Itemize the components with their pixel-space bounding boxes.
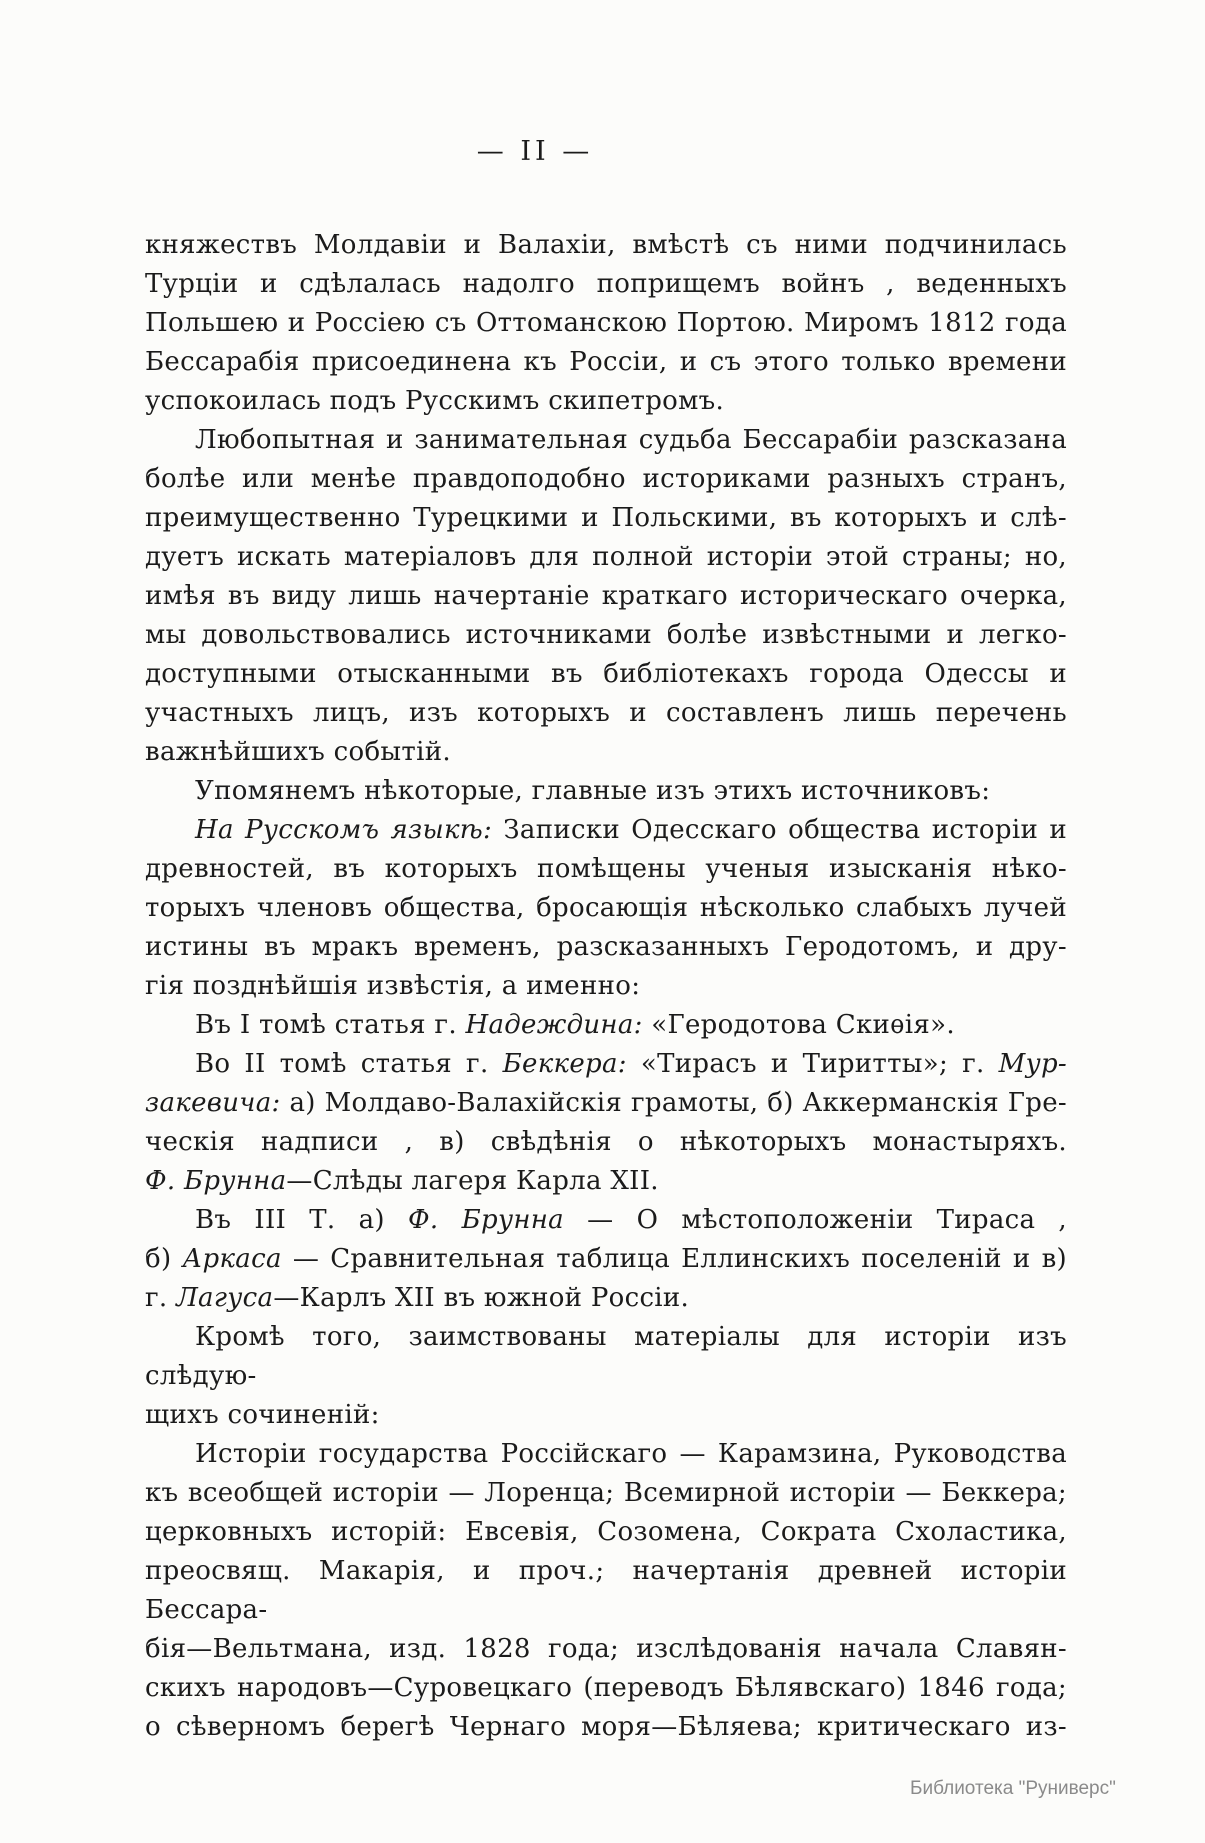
text-line xyxy=(145,460,1067,499)
text-segment: —Слѣды лагеря Карла XII. xyxy=(286,1166,659,1196)
text-segment: «Тирасъ и Тиритты»; г. xyxy=(626,1049,999,1079)
text-line xyxy=(145,1630,1067,1669)
text-line xyxy=(145,1552,1067,1630)
text-line xyxy=(145,694,1067,733)
text-segment: скихъ народовъ—Суровецкаго (переводъ Бѣлявскаго) 1846 года; xyxy=(145,1673,1067,1703)
text-segment: церковныхъ исторій: Евсевія, Созомена, Сократа Схоластика, xyxy=(145,1517,1067,1547)
text-segment: древностей, въ которыхъ помѣщены ученыя изысканія нѣко- xyxy=(145,854,1067,884)
text-segment: истины въ мракъ временъ, разсказанныхъ Геродотомъ, и дру- xyxy=(145,932,1067,962)
text-segment: — О мѣстоположеніи Тираса , xyxy=(563,1205,1067,1235)
text-line xyxy=(145,265,1067,304)
text-line xyxy=(145,1318,1067,1396)
text-line xyxy=(145,733,1067,772)
text-line xyxy=(145,850,1067,889)
paragraph xyxy=(145,1201,1067,1318)
text-line xyxy=(145,1045,1067,1084)
text-line xyxy=(145,1396,1067,1435)
text-segment: гія позднѣйшія извѣстія, а именно: xyxy=(145,971,641,1001)
italic-text-segment: Аркаса xyxy=(182,1244,282,1274)
paragraph xyxy=(145,772,1067,811)
text-segment: Записки Одесскаго общества исторіи и xyxy=(492,815,1067,845)
text-segment: Турціи и сдѣлалась надолго поприщемъ войнъ , веденныхъ xyxy=(145,269,1067,299)
paragraph xyxy=(145,1045,1067,1201)
text-segment: Любопытная и занимательная судьба Бессарабіи разсказана xyxy=(195,425,1067,455)
text-segment: успокоилась подъ Русскимъ скипетромъ. xyxy=(145,386,725,416)
paragraph xyxy=(145,811,1067,1006)
paragraph xyxy=(145,1006,1067,1045)
text-segment: Кромѣ того, заимствованы матеріалы для исторіи изъ слѣдую- xyxy=(145,1322,1067,1391)
text-line xyxy=(145,928,1067,967)
text-line xyxy=(145,655,1067,694)
text-segment: мы довольствовались источниками болѣе извѣстными и легко- xyxy=(145,620,1067,650)
text-line xyxy=(145,1474,1067,1513)
text-segment: Въ I томѣ статья г. xyxy=(195,1010,466,1040)
text-line xyxy=(145,226,1067,265)
text-segment: доступными отысканными въ библіотекахъ города Одессы и xyxy=(145,659,1067,689)
text-line xyxy=(145,1708,1067,1747)
italic-text-segment: Мур- xyxy=(998,1049,1068,1079)
text-line xyxy=(145,1279,1067,1318)
italic-text-segment: Ф. Брунна xyxy=(145,1166,287,1196)
text-segment: Упомянемъ нѣкоторые, главные изъ этихъ источниковъ: xyxy=(195,776,991,806)
text-line xyxy=(145,1201,1067,1240)
text-segment: бія—Вельтмана, изд. 1828 года; изслѣдованія начала Славян- xyxy=(145,1634,1067,1664)
text-line xyxy=(145,1123,1067,1162)
text-line xyxy=(145,1084,1067,1123)
text-line xyxy=(145,1513,1067,1552)
text-line xyxy=(145,889,1067,928)
text-segment: Въ III Т. а) xyxy=(195,1205,408,1235)
italic-text-segment: закевича: xyxy=(145,1088,281,1118)
text-line xyxy=(145,577,1067,616)
paragraph xyxy=(145,1318,1067,1435)
text-segment: важнѣйшихъ событій. xyxy=(145,737,451,767)
text-segment: къ всеобщей исторіи — Лоренца; Всемирной исторіи — Беккера; xyxy=(145,1478,1067,1508)
text-segment: б) xyxy=(145,1244,183,1274)
text-line xyxy=(145,1240,1067,1279)
text-block xyxy=(145,226,1067,1747)
paragraph xyxy=(145,421,1067,772)
page-number-header: — II — xyxy=(476,136,594,167)
text-segment: ческія надписи , в) свѣдѣнія о нѣкоторыхъ монастыряхъ. xyxy=(145,1127,1067,1157)
text-segment: княжествъ Молдавіи и Валахіи, вмѣстѣ съ ними подчинилась xyxy=(145,230,1067,260)
text-line xyxy=(145,1162,1067,1201)
text-line xyxy=(145,616,1067,655)
text-segment: торыхъ членовъ общества, бросающія нѣсколько слабыхъ лучей xyxy=(145,893,1067,923)
text-line xyxy=(145,967,1067,1006)
text-segment: «Геродотова Скиѳія». xyxy=(642,1010,955,1040)
text-segment: щихъ сочиненій: xyxy=(145,1400,380,1430)
text-segment: г. xyxy=(145,1283,177,1313)
paragraph xyxy=(145,1435,1067,1747)
italic-text-segment: На Русскомъ языкѣ: xyxy=(195,815,493,845)
italic-text-segment: Беккера: xyxy=(502,1049,627,1079)
text-segment: Бессарабія присоединена къ Россіи, и съ этого только времени xyxy=(145,347,1067,377)
text-segment: преимущественно Турецкими и Польскими, въ которыхъ и слѣ- xyxy=(145,503,1067,533)
text-segment: о сѣверномъ берегѣ Чернаго моря—Бѣляева; критическаго из- xyxy=(145,1712,1067,1742)
text-segment: а) Молдаво-Валахійскія грамоты, б) Аккерманскія Гре- xyxy=(280,1088,1067,1118)
text-segment: —Карлъ XII въ южной Россіи. xyxy=(273,1283,690,1313)
text-line xyxy=(145,421,1067,460)
text-line xyxy=(145,772,1067,811)
text-segment: дуетъ искать матеріаловъ для полной исторіи этой страны; но, xyxy=(145,542,1067,572)
italic-text-segment: Лагуса xyxy=(176,1283,274,1313)
text-line xyxy=(145,1006,1067,1045)
paragraph xyxy=(145,226,1067,421)
text-segment: болѣе или менѣе правдоподобно историками разныхъ странъ, xyxy=(145,464,1067,494)
library-watermark: Библиотека "Руниверс" xyxy=(910,1778,1116,1799)
text-line xyxy=(145,499,1067,538)
italic-text-segment: Ф. Брунна xyxy=(408,1205,564,1235)
text-segment: имѣя въ виду лишь начертаніе краткаго историческаго очерка, xyxy=(145,581,1067,611)
text-segment: — Сравнительная таблица Еллинскихъ поселеній и в) xyxy=(281,1244,1067,1274)
text-segment: участныхъ лицъ, изъ которыхъ и составленъ лишь перечень xyxy=(145,698,1067,728)
text-line xyxy=(145,538,1067,577)
italic-text-segment: Надеждина: xyxy=(465,1010,643,1040)
text-line xyxy=(145,382,1067,421)
text-segment: Исторіи государства Россійскаго — Карамзина, Руководства xyxy=(195,1439,1067,1469)
text-segment: преосвящ. Макарія, и проч.; начертанія древней исторіи Бессара- xyxy=(145,1556,1067,1625)
text-line xyxy=(145,304,1067,343)
text-line xyxy=(145,1669,1067,1708)
text-line xyxy=(145,1435,1067,1474)
text-segment: Польшею и Россіею съ Оттоманскою Портою. Миромъ 1812 года xyxy=(145,308,1067,338)
text-line xyxy=(145,343,1067,382)
text-segment: Во II томѣ статья г. xyxy=(195,1049,503,1079)
text-line xyxy=(145,811,1067,850)
